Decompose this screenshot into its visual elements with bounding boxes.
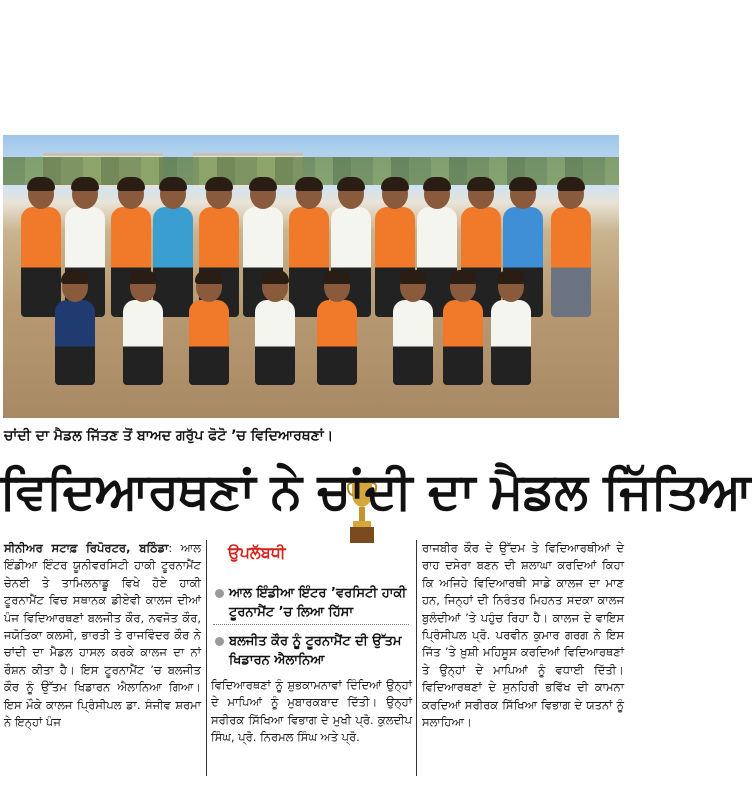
headline: ਵਿਦਿਆਰਥਣਾਂ ਨੇ ਚਾਂਦੀ ਦਾ ਮੈਡਲ ਜਿੱਤਿਆ bbox=[0, 462, 752, 520]
player-hair bbox=[261, 270, 289, 284]
player-hair bbox=[205, 177, 233, 191]
player-figure bbox=[189, 300, 229, 385]
player-figure bbox=[21, 207, 61, 317]
highlight-item bbox=[213, 584, 409, 622]
highlight-divider bbox=[213, 624, 409, 625]
player-figure bbox=[317, 300, 357, 385]
player-hair bbox=[449, 270, 477, 284]
player-hair bbox=[117, 177, 145, 191]
player-hair bbox=[295, 177, 323, 191]
highlight-text: ਬਲਜੀਤ ਕੌਰ ਨੂੰ ਟੂਰਨਾਮੈਂਟ ਦੀ ਉੱਤਮ ਖਿਡਾਰਨ ਐਲਾਨਿਆ bbox=[229, 634, 402, 668]
player-figure bbox=[255, 300, 295, 385]
player-figure bbox=[491, 300, 531, 385]
team-group-photo bbox=[3, 135, 619, 418]
player-hair bbox=[71, 177, 99, 191]
achievement-label: ਉਪਲੱਬਧੀ bbox=[228, 543, 286, 562]
article-body-col1: : ਆਲ ਇੰਡੀਆ ਇੰਟਰ ਯੂਨੀਵਰਸਿਟੀ ਹਾਕੀ ਟੂਰਨਾਮੈਂਟ ਚੇਨਈ ਤੇ ਤਾਮਿਲਨਾਡੂ ਵਿਖੇ ਹੋਏ ਹਾਕੀ ਟੂਰਨਾਮੈਂਟ ਵਿਚ ਸਥਾਨਕ ਡੀਏਵੀ ਕਾਲਜ ਦੀਆਂ ਪੰਜ ਵਿਦਿਆਰਥਣਾਂ ਬਲਜੀਤ ਕੌਰ, ਨਵਜੋਤ ਕੌਰ, ਜਯੋਤਿਕਾ ਕਲਸੀ, ਭਾਰਤੀ ਤੇ ਰਾਜਵਿੰਦਰ ਕੌਰ ਨੇ ਚਾਂਦੀ ਦਾ ਮੈਡਲ ਹਾਸਲ ਕਰਕੇ ਕਾਲਜ ਦਾ ਨਾਂ ਰੌਸ਼ਨ ਕੀਤਾ ਹੈ। ਇਸ ਟੂਰਨਾਮੈਂਟ ’ਚ ਬਲਜੀਤ ਕੌਰ ਨੂੰ ਉੱਤਮ ਖਿਡਾਰਨ ਐਲਾਨਿਆ ਗਿਆ। ਇਸ ਮੌਕੇ ਕਾਲਜ ਪ੍ਰਿੰਸੀਪਲ ਡਾ. ਸੰਜੀਵ ਸ਼ਰਮਾ ਨੇ ਇਨ੍ਹਾਂ ਪੰਜ bbox=[4, 541, 201, 730]
player-hair bbox=[497, 270, 525, 284]
byline: ਸੀਨੀਅਰ ਸਟਾਫ਼ ਰਿਪੋਰਟਰ, ਬਠਿੰਡਾ bbox=[4, 541, 169, 555]
player-figure bbox=[55, 300, 95, 385]
player-hair bbox=[557, 177, 585, 191]
column-divider bbox=[206, 540, 207, 776]
player-hair bbox=[467, 177, 495, 191]
player-figure bbox=[153, 207, 193, 317]
player-figure bbox=[551, 207, 591, 317]
player-hair bbox=[381, 177, 409, 191]
highlight-text: ਆਲ ਇੰਡੀਆ ਇੰਟਰ ’ਵਰਸਿਟੀ ਹਾਕੀ ਟੂਰਨਾਮੈਂਟ ’ਚ ਲਿਆ ਹਿੱਸਾ bbox=[229, 586, 407, 620]
article-body-col3: ਰਾਜਬੀਰ ਕੌਰ ਦੇ ਉੱਦਮ ਤੇ ਵਿਦਿਆਰਥੀਆਂ ਦੇ ਰਾਹ ਦਸੇਰਾ ਬਣਨ ਦੀ ਸ਼ਲਾਘਾ ਕਰਦਿਆਂ ਕਿਹਾ ਕਿ ਅਜਿਹੇ ਵਿਦਿਆਰਥੀ ਸਾਡੇ ਕਾਲਜ ਦਾ ਮਾਣ ਹਨ, ਜਿਨ੍ਹਾਂ ਦੀ ਨਿਰੰਤਰ ਮਿਹਨਤ ਸਦਕਾ ਕਾਲਜ ਬੁਲੰਦੀਆਂ ’ਤੇ ਪਹੁੰਚ ਰਿਹਾ ਹੈ। ਕਾਲਜ ਦੇ ਵਾਇਸ ਪ੍ਰਿੰਸੀਪਲ ਪ੍ਰੋ. ਪਰਵੀਨ ਕੁਮਾਰ ਗਰਗ ਨੇ ਇਸ ਜਿੱਤ ’ਤੇ ਖ਼ੁਸ਼ੀ ਮਹਿਸੂਸ ਕਰਦਿਆਂ ਵਿਦਿਆਰਥਣਾਂ ਤੇ ਉਨ੍ਹਾਂ ਦੇ ਮਾਪਿਆਂ ਨੂੰ ਵਧਾਈ ਦਿੱਤੀ। ਵਿਦਿਆਰਥਣਾਂ ਦੇ ਸੁਨਹਿਰੀ ਭਵਿੱਖ ਦੀ ਕਾਮਨਾ ਕਰਦਿਆਂ ਸਰੀਰਕ ਸਿੱਖਿਆ ਵਿਭਾਗ ਦੇ ਯਤਨਾਂ ਨੂੰ ਸਲਾਹਿਆ। bbox=[422, 541, 624, 730]
player-hair bbox=[423, 177, 451, 191]
player-hair bbox=[27, 177, 55, 191]
player-hair bbox=[159, 177, 187, 191]
player-hair bbox=[323, 270, 351, 284]
column-divider bbox=[416, 540, 417, 776]
player-figure bbox=[443, 300, 483, 385]
player-hair bbox=[399, 270, 427, 284]
player-hair bbox=[509, 177, 537, 191]
player-hair bbox=[195, 270, 223, 284]
article-column-1 bbox=[4, 540, 201, 731]
player-figure bbox=[393, 300, 433, 385]
player-hair bbox=[337, 177, 365, 191]
bullet-icon bbox=[215, 637, 224, 646]
photo-caption: ਚਾਂਦੀ ਦਾ ਮੈਡਲ ਜਿੱਤਣ ਤੋਂ ਬਾਅਦ ਗਰੁੱਪ ਫੋਟੋ ’ਚ ਵਿਦਿਆਰਥਣਾਂ। bbox=[4, 428, 334, 444]
player-hair bbox=[61, 270, 89, 284]
player-hair bbox=[249, 177, 277, 191]
article-body-col2: ਵਿਦਿਆਰਥਣਾਂ ਨੂੰ ਸ਼ੁਭਕਾਮਨਾਵਾਂ ਦਿੰਦਿਆਂ ਉਨ੍ਹਾਂ ਦੇ ਮਾਪਿਆਂ ਨੂੰ ਮੁਬਾਰਕਬਾਦ ਦਿੱਤੀ। ਉਨ੍ਹਾਂ ਸਰੀਰਕ ਸਿੱਖਿਆ ਵਿਭਾਗ ਦੇ ਮੁਖੀ ਪ੍ਰੋ. ਕੁਲਦੀਪ ਸਿੰਘ, ਪ੍ਰੋ. ਨਿਰਮਲ ਸਿੰਘ ਅਤੇ ਪ੍ਰੋ. bbox=[211, 678, 412, 745]
player-hair bbox=[129, 270, 157, 284]
bullet-icon bbox=[215, 589, 224, 598]
player-figure bbox=[123, 300, 163, 385]
highlight-item bbox=[213, 632, 409, 670]
